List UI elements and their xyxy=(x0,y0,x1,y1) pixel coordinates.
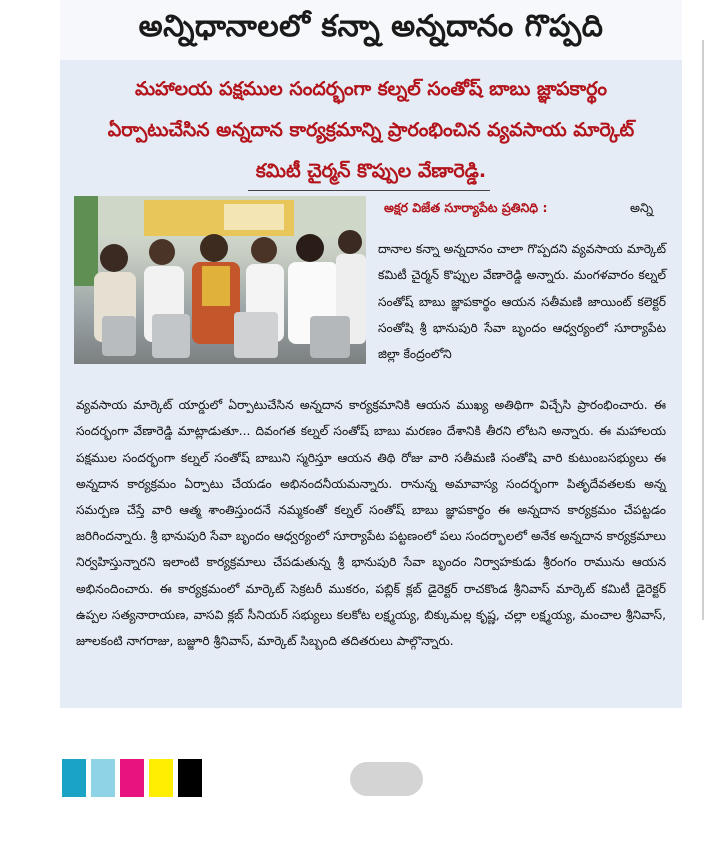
color-calibration-bar xyxy=(62,759,207,797)
subheading-underline xyxy=(248,190,490,191)
dateline-continuation: అన్ని xyxy=(630,200,654,215)
swatch-yellow xyxy=(149,759,173,797)
subheading-line-3: కమిటీ చైర్మన్ కొప్పుల వేణారెడ్డి. xyxy=(255,160,487,182)
scroll-handle[interactable] xyxy=(350,762,423,796)
subheading-line-2: ఏర్పాటుచేసిన అన్నదాన కార్యక్రమాన్ని ప్రారంభించిన వ్యవసాయ మార్కెట్ xyxy=(107,119,635,141)
news-photo xyxy=(74,196,366,364)
article-body xyxy=(76,380,666,666)
swatch-black xyxy=(178,759,202,797)
swatch-magenta xyxy=(120,759,144,797)
page-edge-divider xyxy=(702,40,704,620)
article-paragraph-main: వ్యవసాయ మార్కెట్ యార్డులో ఏర్పాటుచేసిన అన్నదాన కార్యక్రమానికి ఆయన ముఖ్య అతిథిగా విచ్చేసి ప్రారంభించారు. ఈ సందర్భంగా వేణారెడ్డి మాట్లాడుతూ... దివంగత కల్నల్ సంతోష్ బాబు మరణం దేశానికి తీరని లోటని అన్నారు. ఈ మహాలయ పక్షముల సందర్భంగా కల్నల్ సంతోష్ బాబుని స్మరిస్తూ ఆయన తిథి రోజు వారి సతీమణి సంతోషి వారి కుటుంబసభ్యులు ఈ అన్నదాన కార్యక్రమం ఏర్పాటు చేయడం అభినందనీయమన్నారు. రానున్న అమావాస్య సందర్భంగా పితృదేవతలకు అన్న సమర్పణ చేస్తే వారి ఆత్మ శాంతిస్తుందనే నమ్మకంతో కల్నల్ సంతోష్ బాబు జ్ఞాపకార్థం ఈ అన్నదాన కార్యక్రమం చేపట్టడం జరిగిందన్నారు. శ్రీ భానుపురి సేవా బృందం ఆధ్వర్యంలో సూర్యాపేట పట్టణంలో పలు సందర్భాలలో అనేక అన్నదాన కార్యక్రమాలు నిర్వహిస్తున్నారని ఇలాంటి కార్యక్రమాలు చేపడుతున్న శ్రీ భానుపురి సేవా బృందం నిర్వాహకుడు శ్రీరంగం రామును ఆయన అభినందించారు. ఈ కార్యక్రమంలో మార్కెట్ సెక్రటరీ ముకరం, పబ్లిక్ క్లబ్ డైరెక్టర్ రాచకొండ శ్రీనివాస్ మార్కెట్ కమిటీ డైరెక్టర్ ఉప్పల సత్యనారాయణ, వాసవి క్లబ్ సీనియర్ సభ్యులు కలకోట లక్ష్మయ్య, బిక్కుమల్ల కృష్ణ, చల్లా లక్ష్మయ్య, మంచాల శ్రీనివాస్, జూలకంటి నాగరాజు, బజ్జూరి శ్రీనివాస్, మార్కెట్ సిబ్బంది తదితరులు పాల్గొన్నారు. xyxy=(76,398,666,649)
swatch-cyan xyxy=(62,759,86,797)
news-photo-illustration xyxy=(74,196,366,364)
dateline: అక్షర విజేత సూర్యాపేట ప్రతినిధి : xyxy=(384,200,548,215)
article-paragraph-right: దానాల కన్నా అన్నదానం చాలా గొప్పదని వ్యవసాయ మార్కెట్ కమిటీ చైర్మన్ కొప్పుల వేణారెడ్డి అన్నారు. మంగళవారం కల్నల్ సంతోష్ బాబు జ్ఞాపకార్థం ఆయన సతీమణి జాయింట్ కలెక్టర్ సంతోషి శ్రీ భానుపురి సేవా బృందం ఆధ్వర్యంలో సూర్యాపేట జిల్లా కేంద్రంలోని xyxy=(378,242,666,361)
headline: అన్నిధానాలలో కన్నా అన్నదానం గొప్పది xyxy=(60,0,682,60)
subheading-line-1: మహాలయ పక్షముల సందర్భంగా కల్నల్ సంతోష్ బాబు జ్ఞాపకార్థం xyxy=(134,78,608,100)
swatch-light-cyan xyxy=(91,759,115,797)
article-right-column xyxy=(378,224,666,379)
